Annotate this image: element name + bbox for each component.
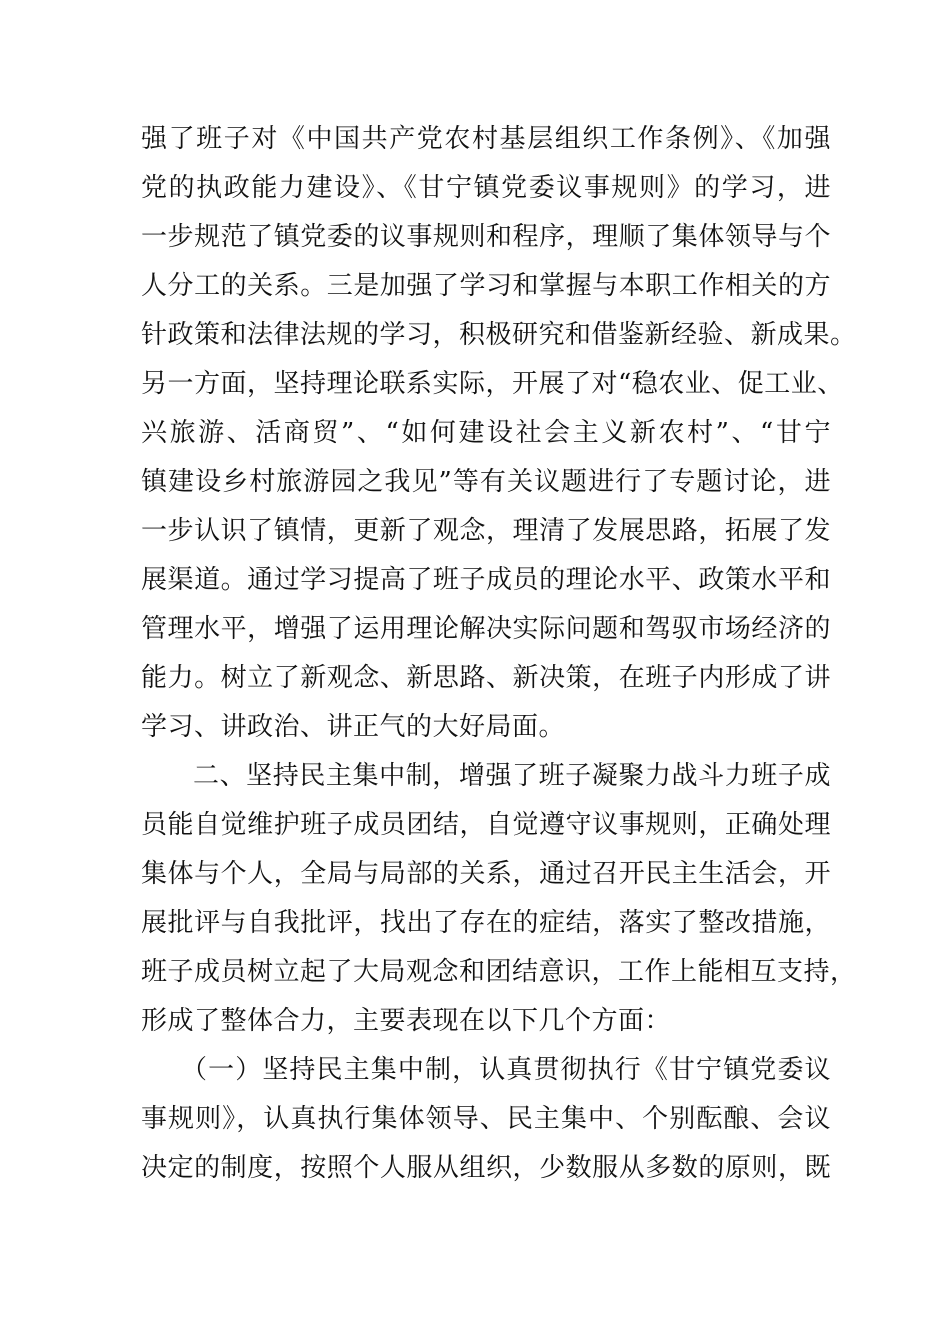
text-line: （一）坚持民主集中制，认真贯彻执行《甘宁镇党委议 [181, 1055, 831, 1085]
text-line: 展批评与自我批评，找出了存在的症结，落实了整改措施， [141, 908, 831, 938]
paragraph-1 [141, 115, 857, 752]
text-line: 能力。树立了新观念、新思路、新决策，在班子内形成了讲 [141, 663, 831, 693]
document-body [141, 115, 857, 1193]
text-line: 另一方面，坚持理论联系实际，开展了对“稳农业、促工业、 [141, 369, 844, 399]
text-line: 班子成员树立起了大局观念和团结意识，工作上能相互支持， [141, 957, 857, 987]
text-line: 二、坚持民主集中制，增强了班子凝聚力战斗力班子成 [193, 761, 831, 791]
text-line: 形成了整体合力，主要表现在以下几个方面： [141, 1006, 672, 1036]
text-line: 兴旅游、活商贸”、“如何建设社会主义新农村”、“甘宁 [141, 418, 831, 448]
text-line: 一步认识了镇情，更新了观念，理清了发展思路，拓展了发 [141, 516, 831, 546]
paragraph-2 [141, 752, 857, 1046]
text-line: 针政策和法律法规的学习，积极研究和借鉴新经验、新成果。 [141, 320, 857, 350]
text-line: 镇建设乡村旅游园之我见”等有关议题进行了专题讨论，进 [141, 467, 831, 497]
text-line: 一步规范了镇党委的议事规则和程序，理顺了集体领导与个 [141, 222, 831, 252]
text-line: 展渠道。通过学习提高了班子成员的理论水平、政策水平和 [141, 565, 831, 595]
text-line: 员能自觉维护班子成员团结，自觉遵守议事规则，正确处理 [141, 810, 831, 840]
text-line: 管理水平，增强了运用理论解决实际问题和驾驭市场经济的 [141, 614, 831, 644]
text-line: 决定的制度，按照个人服从组织，少数服从多数的原则，既 [141, 1153, 831, 1183]
text-line: 学习、讲政治、讲正气的大好局面。 [141, 712, 566, 742]
text-line: 人分工的关系。三是加强了学习和掌握与本职工作相关的方 [141, 271, 831, 301]
text-line: 事规则》，认真执行集体领导、民主集中、个别酝酿、会议 [141, 1104, 831, 1134]
text-line: 集体与个人，全局与局部的关系，通过召开民主生活会，开 [141, 859, 831, 889]
text-line: 强了班子对《中国共产党农村基层组织工作条例》、《加强 [141, 124, 831, 154]
paragraph-3 [141, 1046, 831, 1193]
text-line: 党的执政能力建设》、《甘宁镇党委议事规则》的学习，进 [141, 173, 831, 203]
